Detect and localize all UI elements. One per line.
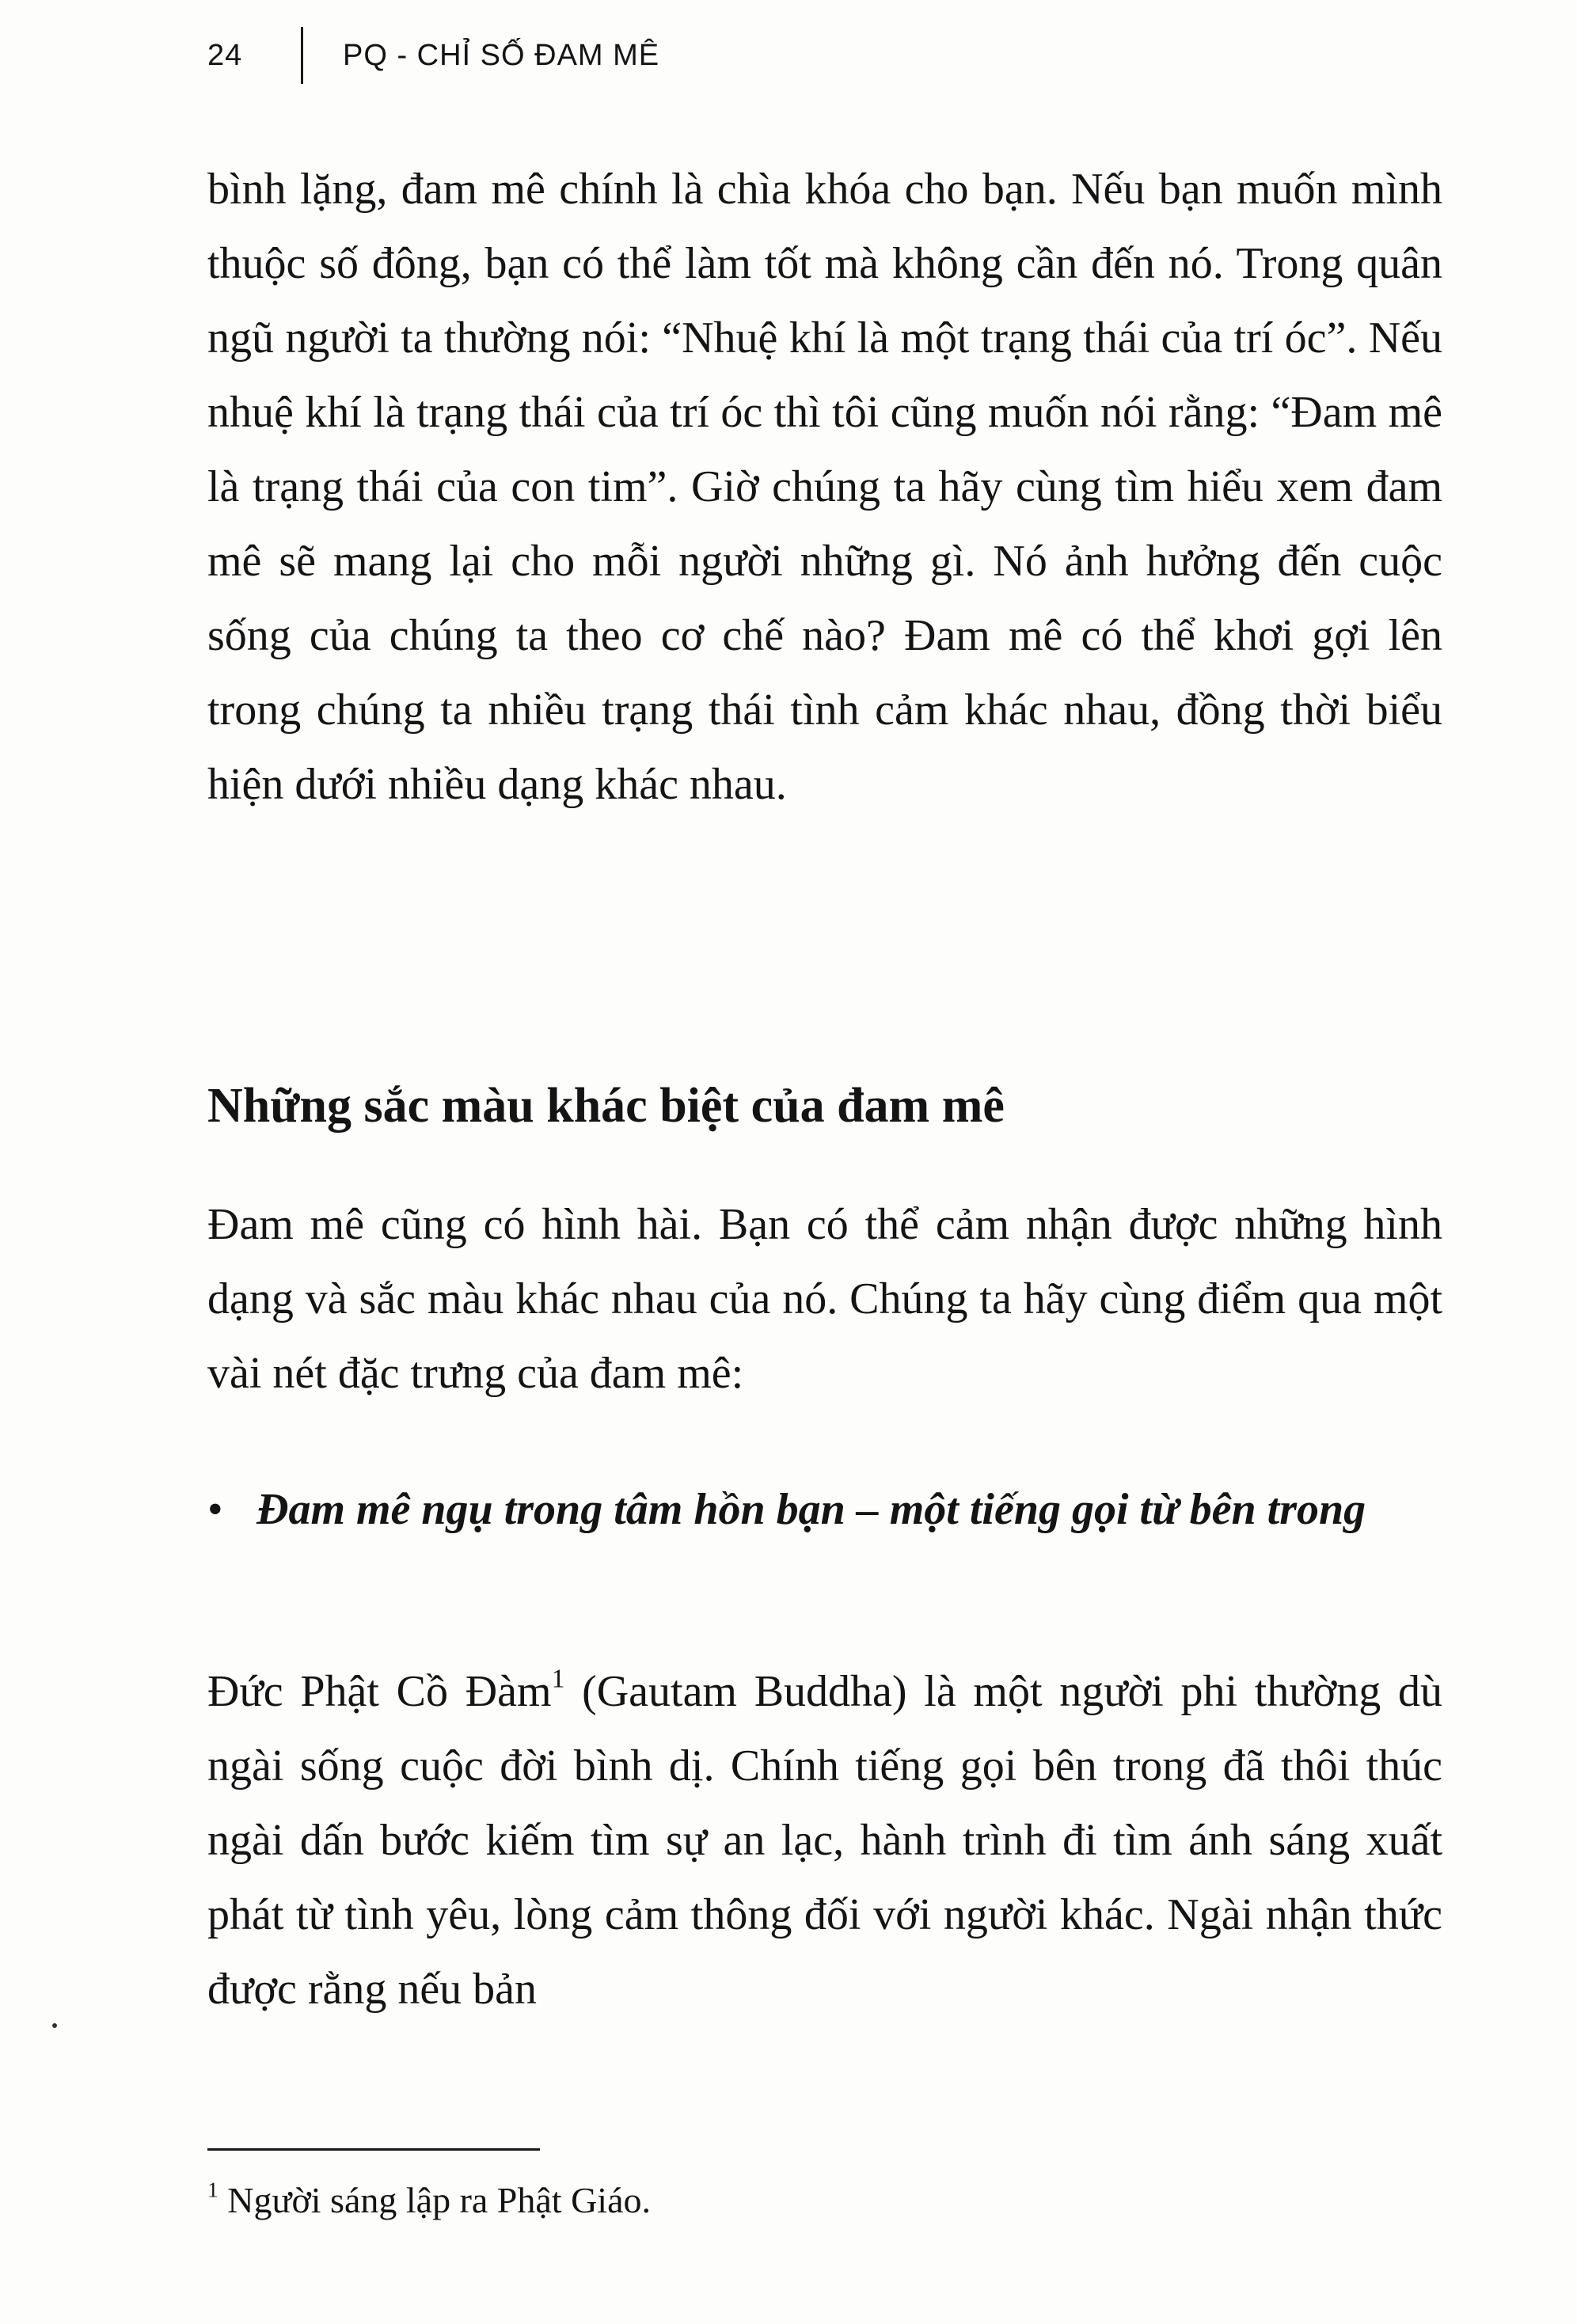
header-divider <box>301 27 303 84</box>
paper-speck <box>52 2023 57 2028</box>
section-heading: Những sắc màu khác biệt của đam mê <box>207 1079 1005 1133</box>
running-head <box>207 24 659 87</box>
bullet-icon: • <box>207 1485 223 1534</box>
body-paragraph: Đam mê cũng có hình hài. Bạn có thể cảm nhận được những hình dạng và sắc màu khác nhau của nó. Chúng ta hãy cùng điểm qua một vài nét đặc trưng của đam mê: <box>207 1200 1442 1398</box>
paragraph-rest: (Gautam Buddha) là một người phi thường dù ngài sống cuộc đời bình dị. Chính tiếng gọi bên trong đã thôi thúc ngài dấn bước kiếm tìm sự an lạc, hành trình đi tìm ánh sáng xuất phát từ tình yêu, lòng cảm thông đối với người khác. Ngài nhận thức được rằng nếu bản <box>207 1667 1442 2014</box>
bullet-text: Đam mê ngụ trong tâm hồn bạn – một tiếng gọi từ bên trong <box>256 1485 1366 1534</box>
bullet-item <box>207 1472 1442 1547</box>
footnote-marker: 1 <box>207 2177 218 2202</box>
body-paragraph <box>207 1654 1442 2026</box>
running-title: PQ - CHỈ SỐ ĐAM MÊ <box>343 38 660 72</box>
footnote-divider <box>207 2148 540 2151</box>
footnote-reference[interactable]: 1 <box>551 1664 565 1694</box>
footnote-text: Người sáng lập ra Phật Giáo. <box>218 2180 652 2220</box>
page-number: 24 <box>207 38 243 72</box>
footnote <box>207 2177 651 2224</box>
paragraph-lead: Đức Phật Cồ Đàm <box>207 1667 552 1716</box>
body-paragraph: bình lặng, đam mê chính là chìa khóa cho bạn. Nếu bạn muốn mình thuộc số đông, bạn có thể làm tốt mà không cần đến nó. Trong quân ngũ người ta thường nói: “Nhuệ khí là một trạng thái của trí óc”. Nếu nhuệ khí là trạng thái của trí óc thì tôi cũng muốn nói rằng: “Đam mê là trạng thái của con tim”. Giờ chúng ta hãy cùng tìm hiểu xem đam mê sẽ mang lại cho mỗi người những gì. Nó ảnh hưởng đến cuộc sống của chúng ta theo cơ chế nào? Đam mê có thể khơi gợi lên trong chúng ta nhiều trạng thái tình cảm khác nhau, đồng thời biểu hiện dưới nhiều dạng khác nhau. <box>207 165 1442 809</box>
